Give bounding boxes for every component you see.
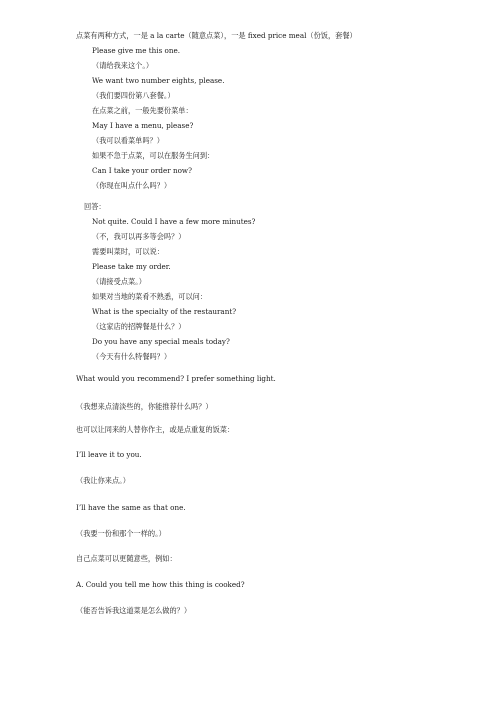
text-line: 在点菜之前，一般先要份菜单：	[92, 106, 193, 115]
text-line: I’ll have the same as that one.	[76, 503, 186, 512]
text-line: We want two number eights, please.	[92, 76, 225, 85]
text-line: I’ll leave it to you.	[76, 450, 142, 459]
text-line: 如果不急于点菜，可以在服务生问到：	[92, 151, 215, 160]
text-line: （你现在叫点什么吗？）	[92, 181, 172, 190]
text-line: Please take my order.	[92, 262, 171, 271]
text-line: （今天有什么特餐吗？）	[92, 352, 172, 361]
text-line: （请给我来这个。）	[92, 61, 154, 70]
text-line: （我可以看菜单吗？）	[92, 136, 164, 145]
text-line: Not quite. Could I have a few more minutes?	[92, 217, 256, 226]
text-line: （我让你来点。）	[76, 476, 130, 485]
text-line: Please give me this one.	[92, 46, 181, 55]
text-line: （请接受点菜。）	[92, 277, 146, 286]
text-line: A. Could you tell me how this thing is cooked?	[76, 580, 245, 589]
text-line: 回答：	[84, 202, 106, 211]
text-line: May I have a menu, please?	[92, 121, 194, 130]
text-line: Can I take your order now?	[92, 166, 192, 175]
text-line: 如果对当地的菜肴不熟悉，可以问：	[92, 292, 208, 301]
text-line: Do you have any special meals today?	[92, 337, 230, 346]
text-line: 点菜有两种方式，一是 a la carte（随意点菜），一是 fixed price meal（份饭，套餐）	[76, 31, 357, 40]
text-line: （这家店的招牌餐是什么？）	[92, 322, 186, 331]
text-line: 也可以让同来的人替你作主，或是点重复的饭菜：	[76, 425, 235, 434]
text-line: 需要叫菜时，可以说：	[92, 247, 164, 256]
text-line: 自己点菜可以更随意些，例如：	[76, 554, 177, 563]
text-line: （我要一份和那个一样的。）	[76, 529, 166, 538]
text-line: （不，我可以再多等会吗？）	[92, 232, 186, 241]
text-line: （我想来点清淡些的，你能推荐什么吗？）	[76, 402, 213, 411]
text-line: （我们要四份第八套餐。）	[92, 91, 175, 100]
text-line: （能否告诉我这道菜是怎么做的？）	[76, 606, 192, 615]
text-line: What is the specialty of the restaurant?	[92, 307, 237, 316]
text-line: What would you recommend? I prefer something light.	[76, 374, 276, 383]
